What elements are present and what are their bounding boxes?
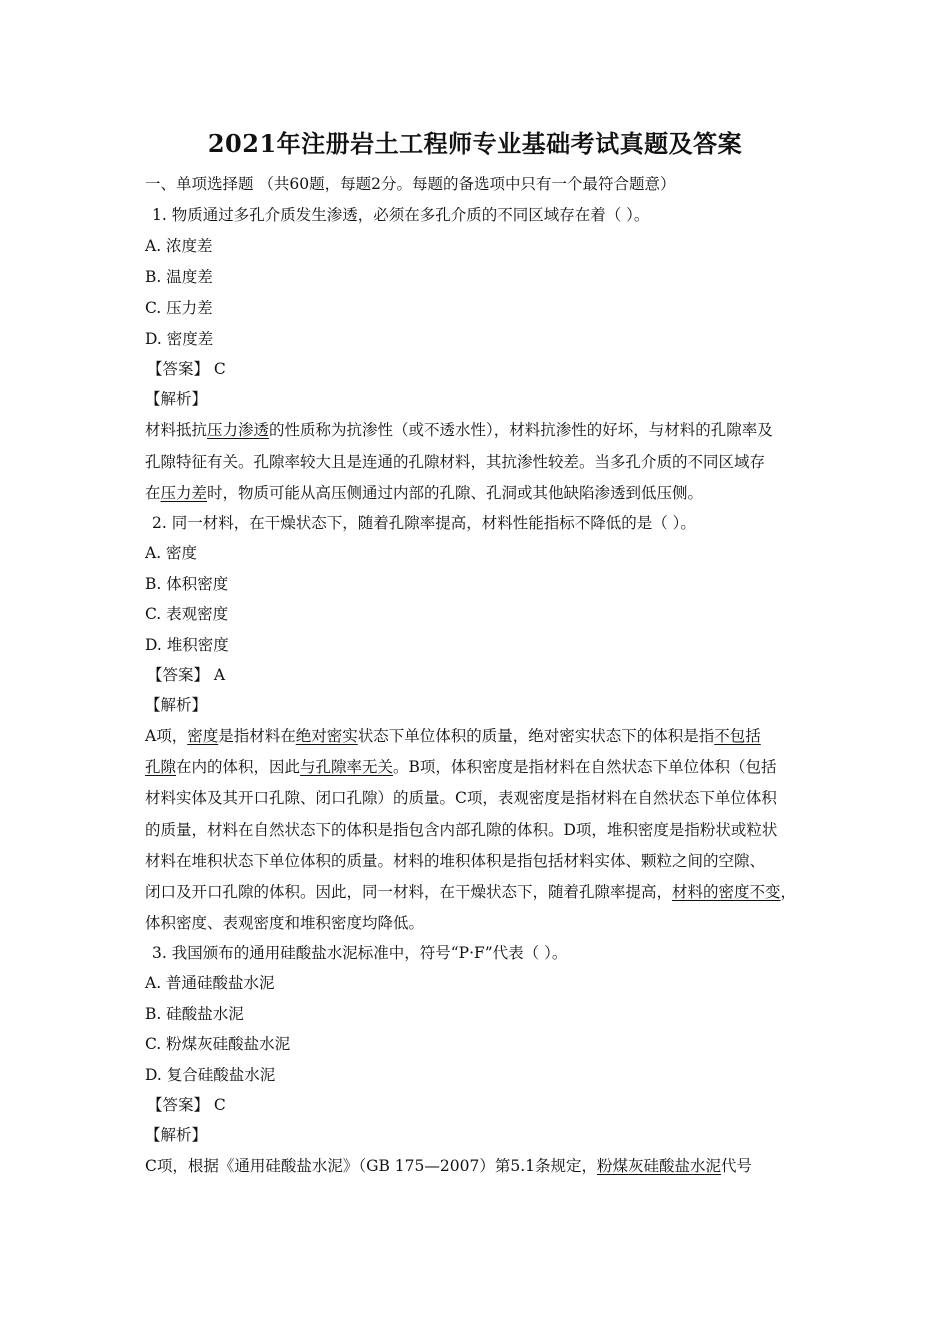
q1-explanation-line: 在压力差时，物质可能从高压侧通过内部的孔隙、孔洞或其他缺陷渗透到低压侧。 xyxy=(145,484,704,502)
q2-option-a: A. 密度 xyxy=(145,544,198,562)
q2-option-b: B. 体积密度 xyxy=(145,575,229,593)
q1-option-b: B. 温度差 xyxy=(145,268,213,286)
q2-explanation-line: A项，密度是指材料在绝对密实状态下单位体积的质量，绝对密实状态下的体积是指不包括 xyxy=(145,727,761,745)
q2-explanation-line: 材料实体及其开口孔隙、闭口孔隙）的质量。C项，表观密度是指材料在自然状态下单位体积 xyxy=(145,789,777,807)
q1-answer: 【答案】 C xyxy=(147,360,226,378)
q2-answer: 【答案】 A xyxy=(147,666,226,684)
q3-explanation-line: C项，根据《通用硅酸盐水泥》（GB 175—2007）第5.1条规定，粉煤灰硅酸盐水泥代号 xyxy=(145,1157,753,1175)
question-2-stem: 2. 同一材料，在干燥状态下，随着孔隙率提高，材料性能指标不降低的是（ ）。 xyxy=(152,514,696,532)
q2-explanation-line: 材料在堆积状态下单位体积的质量。材料的堆积体积是指包括材料实体、颗粒之间的空隙、 xyxy=(145,852,766,870)
q2-option-d: D. 堆积密度 xyxy=(145,636,229,654)
section-header: 一、单项选择题 （共60题，每题2分。每题的备选项中只有一个最符合题意） xyxy=(145,175,676,193)
question-3-stem: 3. 我国颁布的通用硅酸盐水泥标准中，符号“P·F”代表（ ）。 xyxy=(152,944,568,962)
q3-analysis-label: 【解析】 xyxy=(145,1126,208,1144)
q1-explanation-line: 孔隙特征有关。孔隙率较大且是连通的孔隙材料，其抗渗性较差。当多孔介质的不同区域存 xyxy=(145,453,766,471)
q3-option-c: C. 粉煤灰硅酸盐水泥 xyxy=(145,1035,291,1053)
question-1-stem: 1. 物质通过多孔介质发生渗透，必须在多孔介质的不同区域存在着（ ）。 xyxy=(152,206,650,224)
q3-answer: 【答案】 C xyxy=(147,1096,226,1114)
q3-option-a: A. 普通硅酸盐水泥 xyxy=(145,974,275,992)
q1-option-d: D. 密度差 xyxy=(145,330,214,348)
q2-explanation-line: 闭口及开口孔隙的体积。因此，同一材料，在干燥状态下，随着孔隙率提高，材料的密度不变， xyxy=(145,883,797,901)
q3-option-b: B. 硅酸盐水泥 xyxy=(145,1005,244,1023)
page-title: 2021年注册岩土工程师专业基础考试真题及答案 xyxy=(207,129,743,158)
q1-option-c: C. 压力差 xyxy=(145,299,213,317)
q1-option-a: A. 浓度差 xyxy=(145,237,213,255)
q2-analysis-label: 【解析】 xyxy=(145,696,208,714)
q2-explanation-line: 体积密度、表观密度和堆积密度均降低。 xyxy=(145,914,425,932)
q1-explanation-line: 材料抵抗压力渗透的性质称为抗渗性（或不透水性），材料抗渗性的好坏，与材料的孔隙率及 xyxy=(145,421,773,439)
q2-option-c: C. 表观密度 xyxy=(145,605,229,623)
q3-option-d: D. 复合硅酸盐水泥 xyxy=(145,1066,276,1084)
q1-analysis-label: 【解析】 xyxy=(145,390,208,408)
q2-explanation-line: 的质量，材料在自然状态下的体积是指包含内部孔隙的体积。D项，堆积密度是指粉状或粒状 xyxy=(145,821,778,839)
q2-explanation-line: 孔隙在内的体积，因此与孔隙率无关。B项，体积密度是指材料在自然状态下单位体积（包括 xyxy=(145,758,777,776)
